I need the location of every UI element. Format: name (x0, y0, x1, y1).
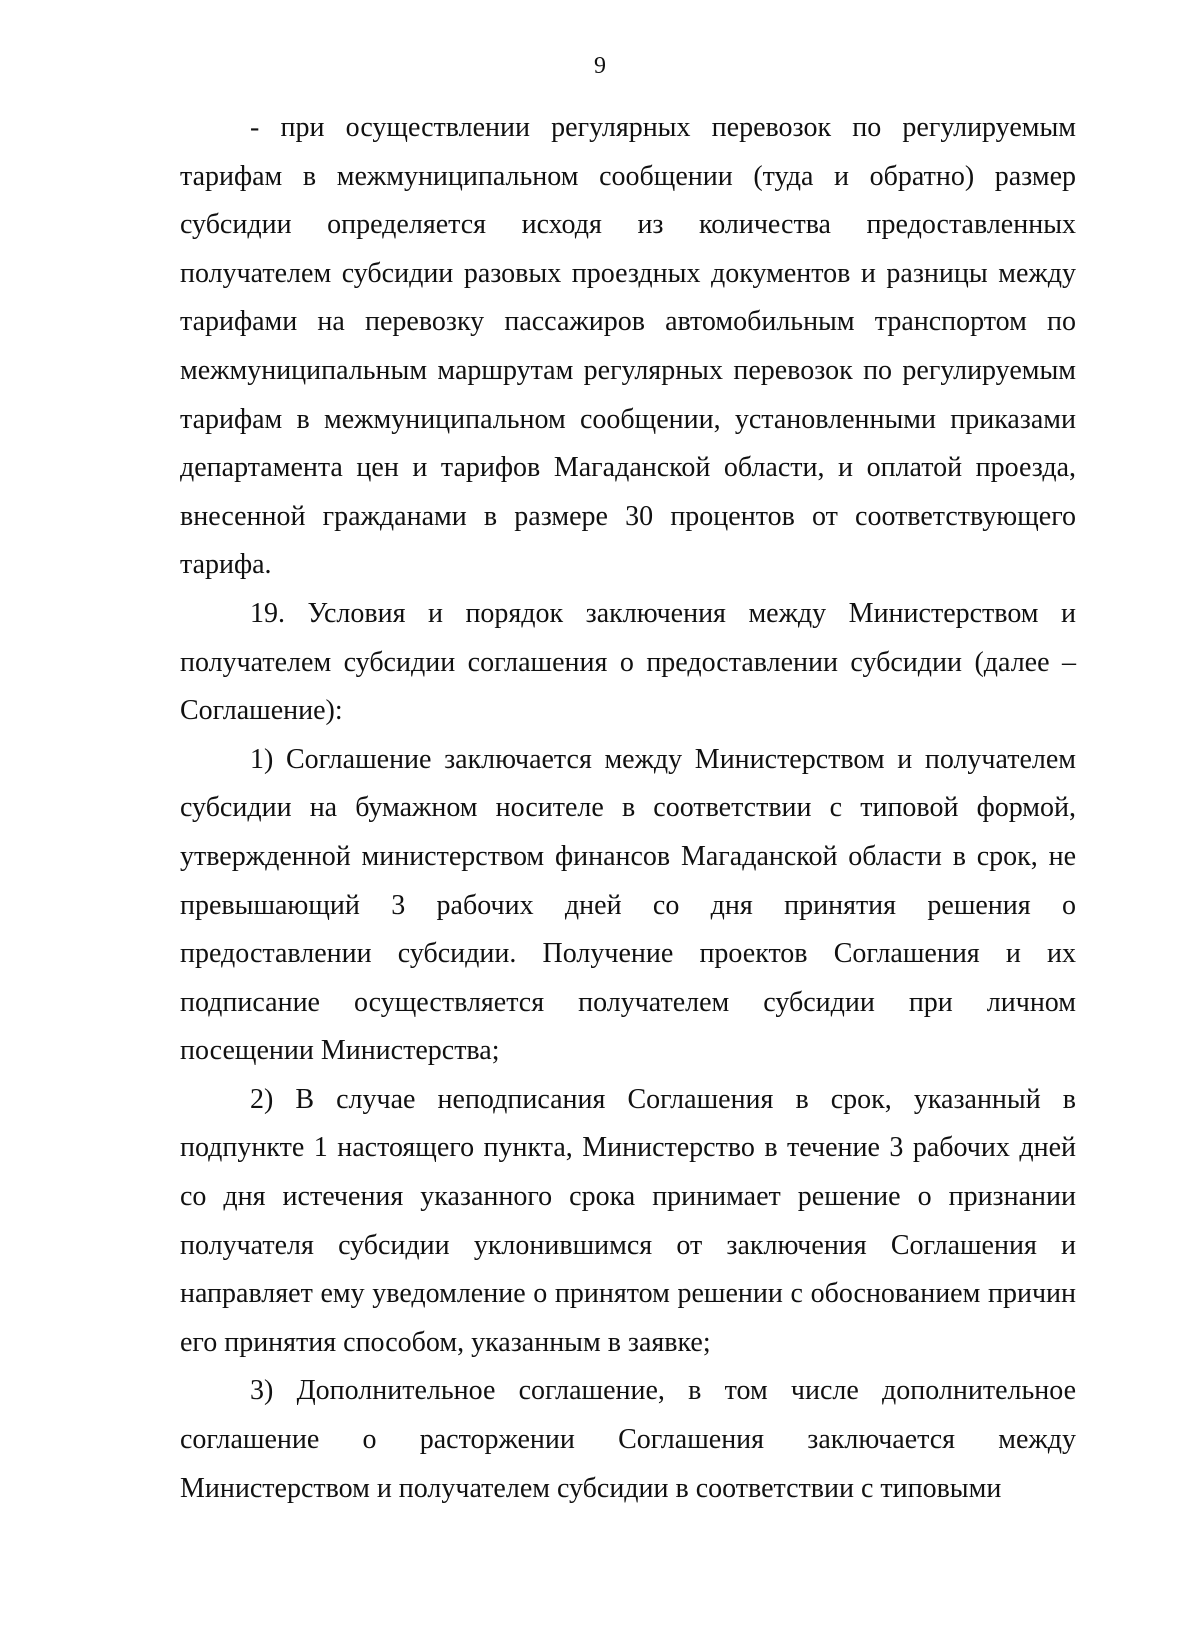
paragraph-subsidy-calculation: - при осуществлении регулярных перевозок по регулируемым тарифам в межмуниципальном сообщении (туда и обратно) размер субсидии определяется исходя из количества предоставленных получателем субсидии разовых проездных документов и разницы между тарифами на перевозку пассажиров автомобильным транспортом по межмуниципальным маршрутам регулярных перевозок по регулируемым тарифам в межмуниципальном сообщении, установленными приказами департамента цен и тарифов Магаданской области, и оплатой проезда, внесенной гражданами в размере 30 процентов от соответствующего тарифа. (180, 112, 1076, 581)
paragraph-section-19: 19. Условия и порядок заключения между Министерством и получателем субсидии соглашения о предоставлении субсидии (далее – Соглашение): (180, 597, 1076, 727)
document-body (180, 104, 1076, 1513)
paragraph-item-3: 3) Дополнительное соглашение, в том числе дополнительное соглашение о расторжении Соглашения заключается между Министерством и получателем субсидии в соответствии с типовыми (180, 1375, 1076, 1504)
paragraph-item-1: 1) Соглашение заключается между Министерством и получателем субсидии на бумажном носителе в соответствии с типовой формой, утвержденной министерством финансов Магаданской области в срок, не превышающий 3 рабочих дней со дня принятия решения о предоставлении субсидии. Получение проектов Соглашения и их подписание осуществляется получателем субсидии при личном посещении Министерства; (180, 743, 1076, 1067)
page-number: 9 (594, 53, 606, 79)
paragraph-item-2: 2) В случае неподписания Соглашения в срок, указанный в подпункте 1 настоящего пункта, Министерство в течение 3 рабочих дней со дня истечения указанного срока принимает решение о признании получателя субсидии уклонившимся от заключения Соглашения и направляет ему уведомление о принятом решении с обоснованием причин его принятия способом, указанным в заявке; (180, 1083, 1076, 1358)
